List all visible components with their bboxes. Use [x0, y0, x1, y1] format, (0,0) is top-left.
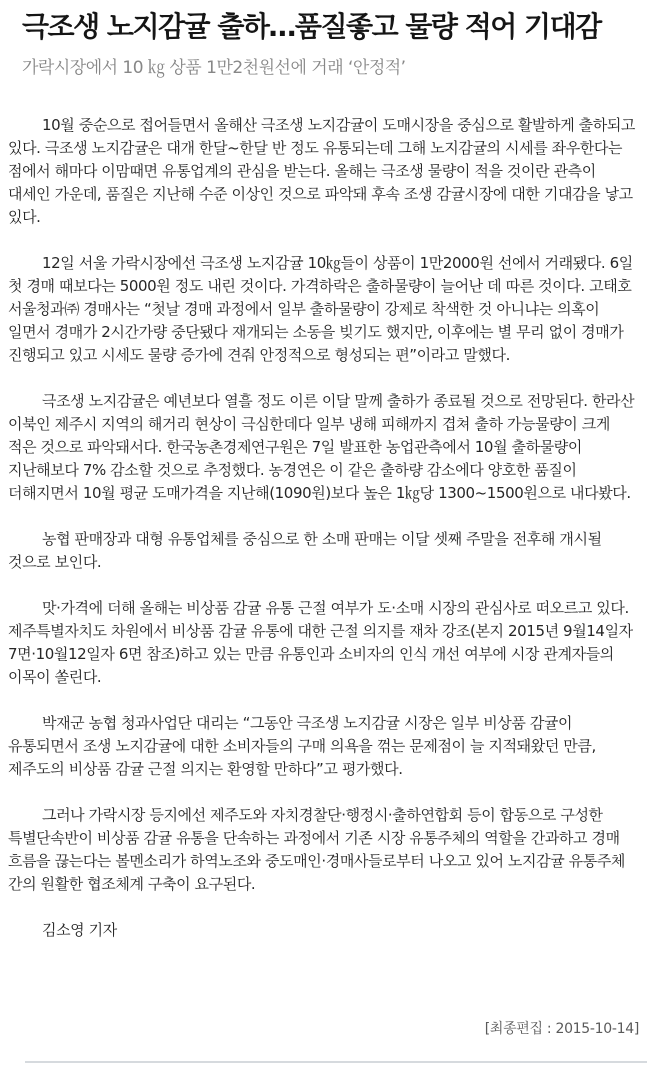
- article-paragraph-2: 12일 서울 가락시장에선 극조생 노지감귤 10㎏들이 상품이 1만2000원 선에서 거래됐다. 6일 첫 경매 때보다는 5000원 정도 내린 것이다. 가격하락은 출하물량이 늘어난 데 따른 것이다. 고태호 서울청과㈜ 경매사는 “첫날 경매 과정에서 일부 출하물량이 강제로 착색한 것 아니냐는 의혹이 일면서 경매가 2시간가량 중단됐다 재개되는 소동을 빚기도 했지만, 이후에는 별 무리 없이 경매가 진행되고 있고 시세도 물량 증가에 견줘 안정적으로 형성되는 편”이라고 말했다.: [8, 253, 633, 364]
- article-paragraph-5: 맛·가격에 더해 올해는 비상품 감귤 유통 근절 여부가 도·소매 시장의 관심사로 떠오르고 있다. 제주특별자치도 차원에서 비상품 감귤 유통에 대한 근절 의지를 재차 강조(본지 2015년 9월14일자 7면·10월12일자 6면 참조)하고 있는 만큼 유통인과 소비자의 인식 개선 여부에 시장 관계자들의 이목이 쏠린다.: [8, 598, 633, 686]
- last-edited-stamp: [최종편집 : 2015-10-14]: [484, 1021, 639, 1037]
- article-paragraph-7: 그러나 가락시장 등지에선 제주도와 자치경찰단·행정시·출하연합회 등이 합동으로 구성한 특별단속반이 비상품 감귤 유통을 단속하는 과정에서 기존 시장 유통주체의 역할을 간과하고 경매 흐름을 끊는다는 볼멘소리가 하역노조와 중도매인·경매사들로부터 나오고 있어 노지감귤 유통주체 간의 원활한 협조체계 구축이 요구된다.: [8, 805, 626, 893]
- article-body: [8, 114, 639, 942]
- article-paragraph-3: 극조생 노지감귤은 예년보다 열흘 정도 이른 이달 말께 출하가 종료될 것으로 전망된다. 한라산 이북인 제주시 지역의 해거리 현상이 극심한데다 일부 냉해 피해까지 겹쳐 출하 가능물량이 크게 적은 것으로 파악돼서다. 한국농촌경제연구원은 7일 발표한 농업관측에서 10월 출하물량이 지난해보다 7% 감소할 것으로 추정했다. 농경연은 이 같은 출하량 감소에다 양호한 품질이 더해지면서 10월 평균 도매가격을 지난해(1090원)보다 높은 1㎏당 1300~1500원으로 내다봤다.: [8, 391, 635, 502]
- article-paragraph-1: 10월 중순으로 접어들면서 올해산 극조생 노지감귤이 도매시장을 중심으로 활발하게 출하되고 있다. 극조생 노지감귤은 대개 한달~한달 반 정도 유통되는데 그해 노지감귤의 시세를 좌우한다는 점에서 해마다 이맘때면 유통업계의 관심을 받는다. 올해는 극조생 물량이 적을 것이란 관측이 대세인 가운데, 품질은 지난해 수준 이상인 것으로 파악돼 후속 조생 감귤시장에 대한 기대감을 낳고 있다.: [8, 115, 636, 226]
- article-paragraph-4: 농협 판매장과 대형 유통업체를 중심으로 한 소매 판매는 이달 셋째 주말을 전후해 개시될 것으로 보인다.: [8, 529, 602, 571]
- article-paragraph-6: 박재군 농협 청과사업단 대리는 “그동안 극조생 노지감귤 시장은 일부 비상품 감귤이 유통되면서 조생 노지감귤에 대한 소비자들의 구매 의욕을 꺾는 문제점이 늘 지적돼왔던 만큼, 제주도의 비상품 감귤 근절 의지는 환영할 만하다”고 평가했다.: [8, 713, 596, 778]
- article-title: 극조생 노지감귤 출하…품질좋고 물량 적어 기대감: [22, 10, 601, 43]
- bottom-divider: [25, 1061, 647, 1063]
- article-subtitle: 가락시장에서 10 ㎏ 상품 1만2천원선에 거래 ‘안정적’: [22, 57, 406, 78]
- reporter-byline: 김소영 기자: [42, 920, 117, 939]
